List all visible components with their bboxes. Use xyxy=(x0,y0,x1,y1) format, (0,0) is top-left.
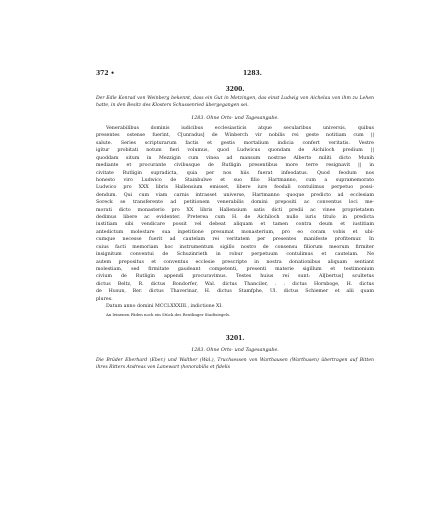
text-line: dictus Beltz, R. dictus Bondorfer, Wal. dictus Thanciler, . . dictus Hornboge, H. dictus xyxy=(96,281,374,287)
text-line: dedimus libere ac evidenter. Preterea cum H. de Aichiloch nullo iuris titulo in predicta xyxy=(96,215,374,221)
text-line: morati dicto monasterio pro XX libris Hallensium satis dicti predii ac vinee proprietatem xyxy=(96,207,374,213)
text-line: dendum. Qui cum viam carnis intrasset universe, Hartmanno quoque predicto ad ecclesiam xyxy=(96,192,374,198)
text-line: antedictum molestare sua inpetitione presumat monasterium, pro eo coram vobis et ubi- xyxy=(96,229,374,235)
text-line: iustitiam sibi vendicare possit vel debeat aliquam et tamen contra deum et iustitiam xyxy=(96,222,374,228)
text-line: mediante et procurante civibusque de Rutligin presentibus more terre resignavit || in xyxy=(96,163,374,169)
text-line: honesto viro Ludwico de Stainbulwe et suo filio Hartmanno, cum a supramemorato xyxy=(96,177,374,183)
charter-text xyxy=(96,125,374,303)
text-line: quoddam situm in Mezzigin cum vinea ad mansum nostrae Alberto militi dicto Munih xyxy=(96,155,374,161)
text-line: igitur probitati notum fieri volumus, quod Ludwicus quondam de Aichiloch predium || xyxy=(96,148,374,154)
regest-2: Die Brüder Eberhard (Eber.) und Walther (Wal.), Truchsessen von Warthausen (Warthusen) übertragen auf Bitten ihres Ritters Andreas von Lanewart (honorabilis et fidelis xyxy=(96,358,374,371)
text-line: salute. Series scripturarum factis et gestis mortalium indicia confert veritatis. Vestre xyxy=(96,140,374,146)
text-line: Venerabilibus dominis iudicibus ecclesiasticis atque secularibus universis, quibus xyxy=(106,126,374,131)
header-year: 1283. xyxy=(243,70,262,77)
text-line: cumque necesse fuerit ad cautelam rei veritatem per presentes manifeste profitemur. In xyxy=(96,237,374,243)
seal-note: An leinenen Fäden noch ein Stück des Reutlinger Stadtsiegels. xyxy=(106,312,231,317)
text-line: Soreck se transferente ad petitionem venerabilis domini prepositi ac conventus loci me- xyxy=(96,200,374,206)
text-line: molestiam, sed firmitate gaudeant competenti, presenti materie sigillum et testimonium xyxy=(96,267,374,273)
document-number-2: 3201. xyxy=(225,335,245,342)
dateline: 1283. Ohne Orts- und Tagesangabe. xyxy=(191,116,279,121)
document-number: 3200. xyxy=(225,86,245,93)
dating-clause: Datum anno domini MCCLXXXIII., indictione XI. xyxy=(106,304,223,309)
page-number: 372 • xyxy=(96,70,115,77)
text-line: insignitum conventui de Schuzinrieth in robur perpetuum contulimus et cautelam. Ne xyxy=(96,252,374,258)
text-line: civitate Rutligin supradicta, quia per nos hiis fuerat infeodatus. Quod feodum nos xyxy=(96,170,374,176)
text-line: autem prepositus et conventus ecclesie prescripte in nostra donationibus aliquam sentiant xyxy=(96,259,374,265)
text-line: presentes ostense fuerint, C[unradus] de Winberch vir nobilis rei geste notitiam cum || xyxy=(96,133,374,139)
text-line: Ludwico pro XXX libris Hallensium emisset, libere iure feodali contulimus perpetuo possi- xyxy=(96,185,374,191)
text-line: plures. xyxy=(96,296,113,302)
regest: Der Edle Konrad von Weinberg bekennt, dass ein Gut in Metzingen, das einst Ludwig von Aichelau von ihm zu Lehen hatte, in den Besitz des Klosters Schussenried übergegangen sei. xyxy=(96,96,374,109)
text-line: cuius facti memoriam hoc instrumentum sigillo nostro de consensu filiorum meorum firmiter xyxy=(96,244,374,250)
text-line: civium de Rutligin appendi procuravimus. Testes huius rei sunt: Al[bertus] scultetus xyxy=(96,274,374,280)
text-line: de Husun, Ber. dictus Thaverinar, H. dictus Stamfphe, Ul. dictus Schiemer et alii quam xyxy=(96,289,374,295)
dateline-2: 1283. Ohne Orts- und Tagesangabe. xyxy=(191,348,279,353)
